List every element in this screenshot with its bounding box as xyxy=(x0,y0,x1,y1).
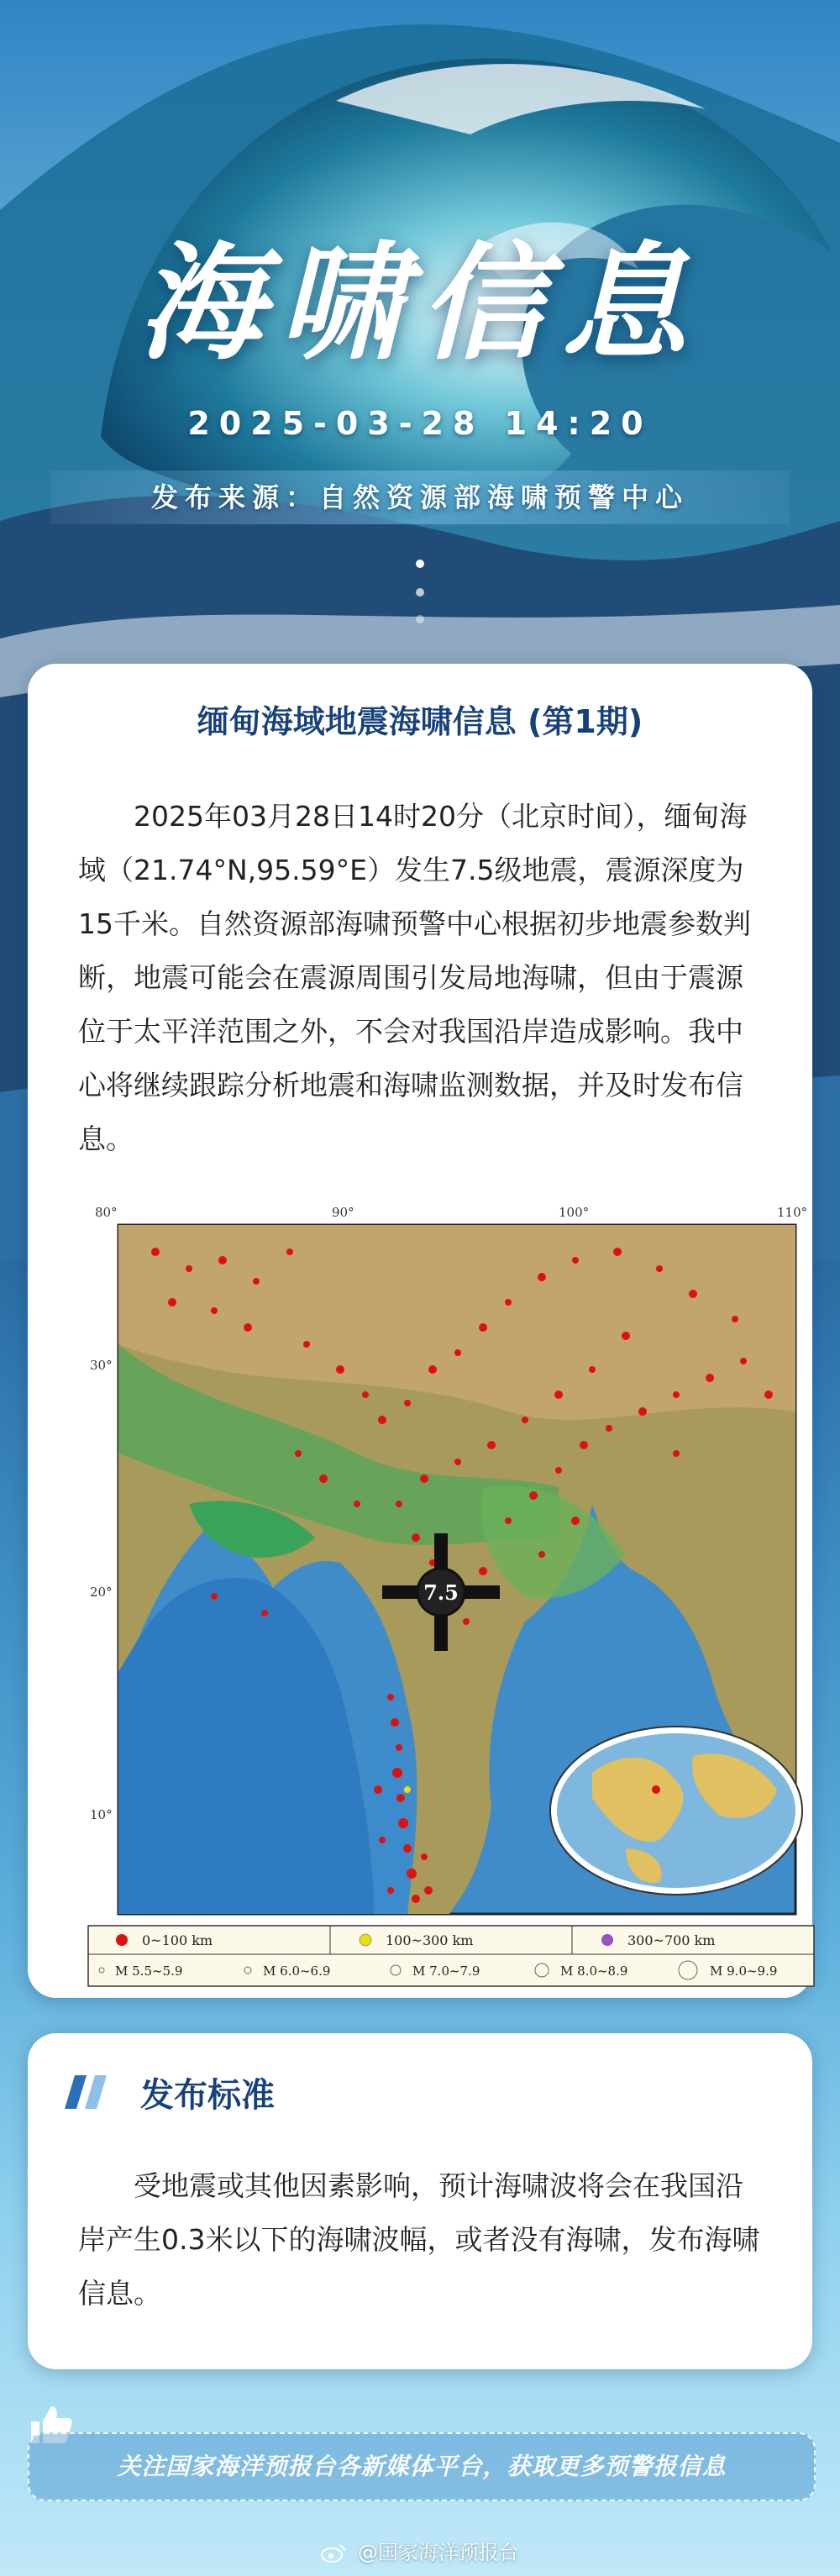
magnitude-legend: M 9.0~9.9 xyxy=(710,1964,778,1979)
lon-label: 110° xyxy=(777,1205,808,1220)
depth-legend: 300~700 km xyxy=(627,1932,716,1948)
watermark xyxy=(0,2536,840,2565)
decor-dot xyxy=(416,615,424,623)
depth-legend: 100~300 km xyxy=(386,1932,474,1948)
publish-datetime: 2025-03-28 14:20 xyxy=(187,405,653,442)
standard-body xyxy=(78,2159,767,2321)
depth-legend: 0~100 km xyxy=(142,1932,213,1948)
lat-label: 10° xyxy=(90,1807,113,1822)
lat-label: 30° xyxy=(90,1358,113,1373)
standard-body-text: 受地震或其他因素影响，预计海啸波将会在我国沿岸产生0.3米以下的海啸波幅，或者没有海啸，发布海啸信息。 xyxy=(78,2169,760,2310)
magnitude-legend: M 6.0~6.9 xyxy=(263,1964,331,1979)
magnitude-legend: M 7.0~7.9 xyxy=(412,1964,480,1979)
map-legend xyxy=(88,1926,814,1986)
inset-world-map xyxy=(550,1727,802,1895)
follow-banner[interactable]: 关注国家海洋预报台各新媒体平台，获取更多预警报信息 xyxy=(28,2432,816,2501)
magnitude-label: 7.5 xyxy=(423,1580,459,1605)
standard-title: 发布标准 xyxy=(140,2076,275,2115)
bulletin-title: 缅甸海域地震海啸信息 (第1期) xyxy=(197,703,643,740)
bulletin-body-text: 2025年03月28日14时20分（北京时间），缅甸海域（21.74°N,95.59°E）发生7.5级地震，震源深度为15千米。自然资源部海啸预警中心根据初步地震参数判断，地震可能会在震源周围引发局地海啸，但由于震源位于太平洋范围之外，不会对我国沿岸造成影响。我中心将继续跟踪分析地震和海啸监测数据，并及时发布信息。 xyxy=(78,800,751,1155)
decor-dot xyxy=(416,588,424,597)
lon-label: 80° xyxy=(95,1205,118,1220)
lat-label: 20° xyxy=(90,1585,113,1600)
decor-dot xyxy=(416,560,424,568)
watermark-text: @国家海洋预报台 xyxy=(357,2541,519,2564)
bulletin-body xyxy=(78,790,767,1166)
lon-label: 90° xyxy=(332,1205,354,1220)
lon-label: 100° xyxy=(559,1205,590,1220)
source-banner: 发布来源：自然资源部海啸预警中心 xyxy=(50,471,790,524)
page-title: 海啸信息 xyxy=(137,231,702,377)
weibo-icon xyxy=(321,2544,346,2563)
earthquake-map xyxy=(88,1201,814,1979)
double-slash-icon xyxy=(61,2075,120,2109)
standard-card xyxy=(28,2033,812,2369)
magnitude-legend: M 8.0~8.9 xyxy=(560,1964,628,1979)
magnitude-legend: M 5.5~5.9 xyxy=(115,1964,183,1979)
bulletin-card xyxy=(28,664,812,1998)
